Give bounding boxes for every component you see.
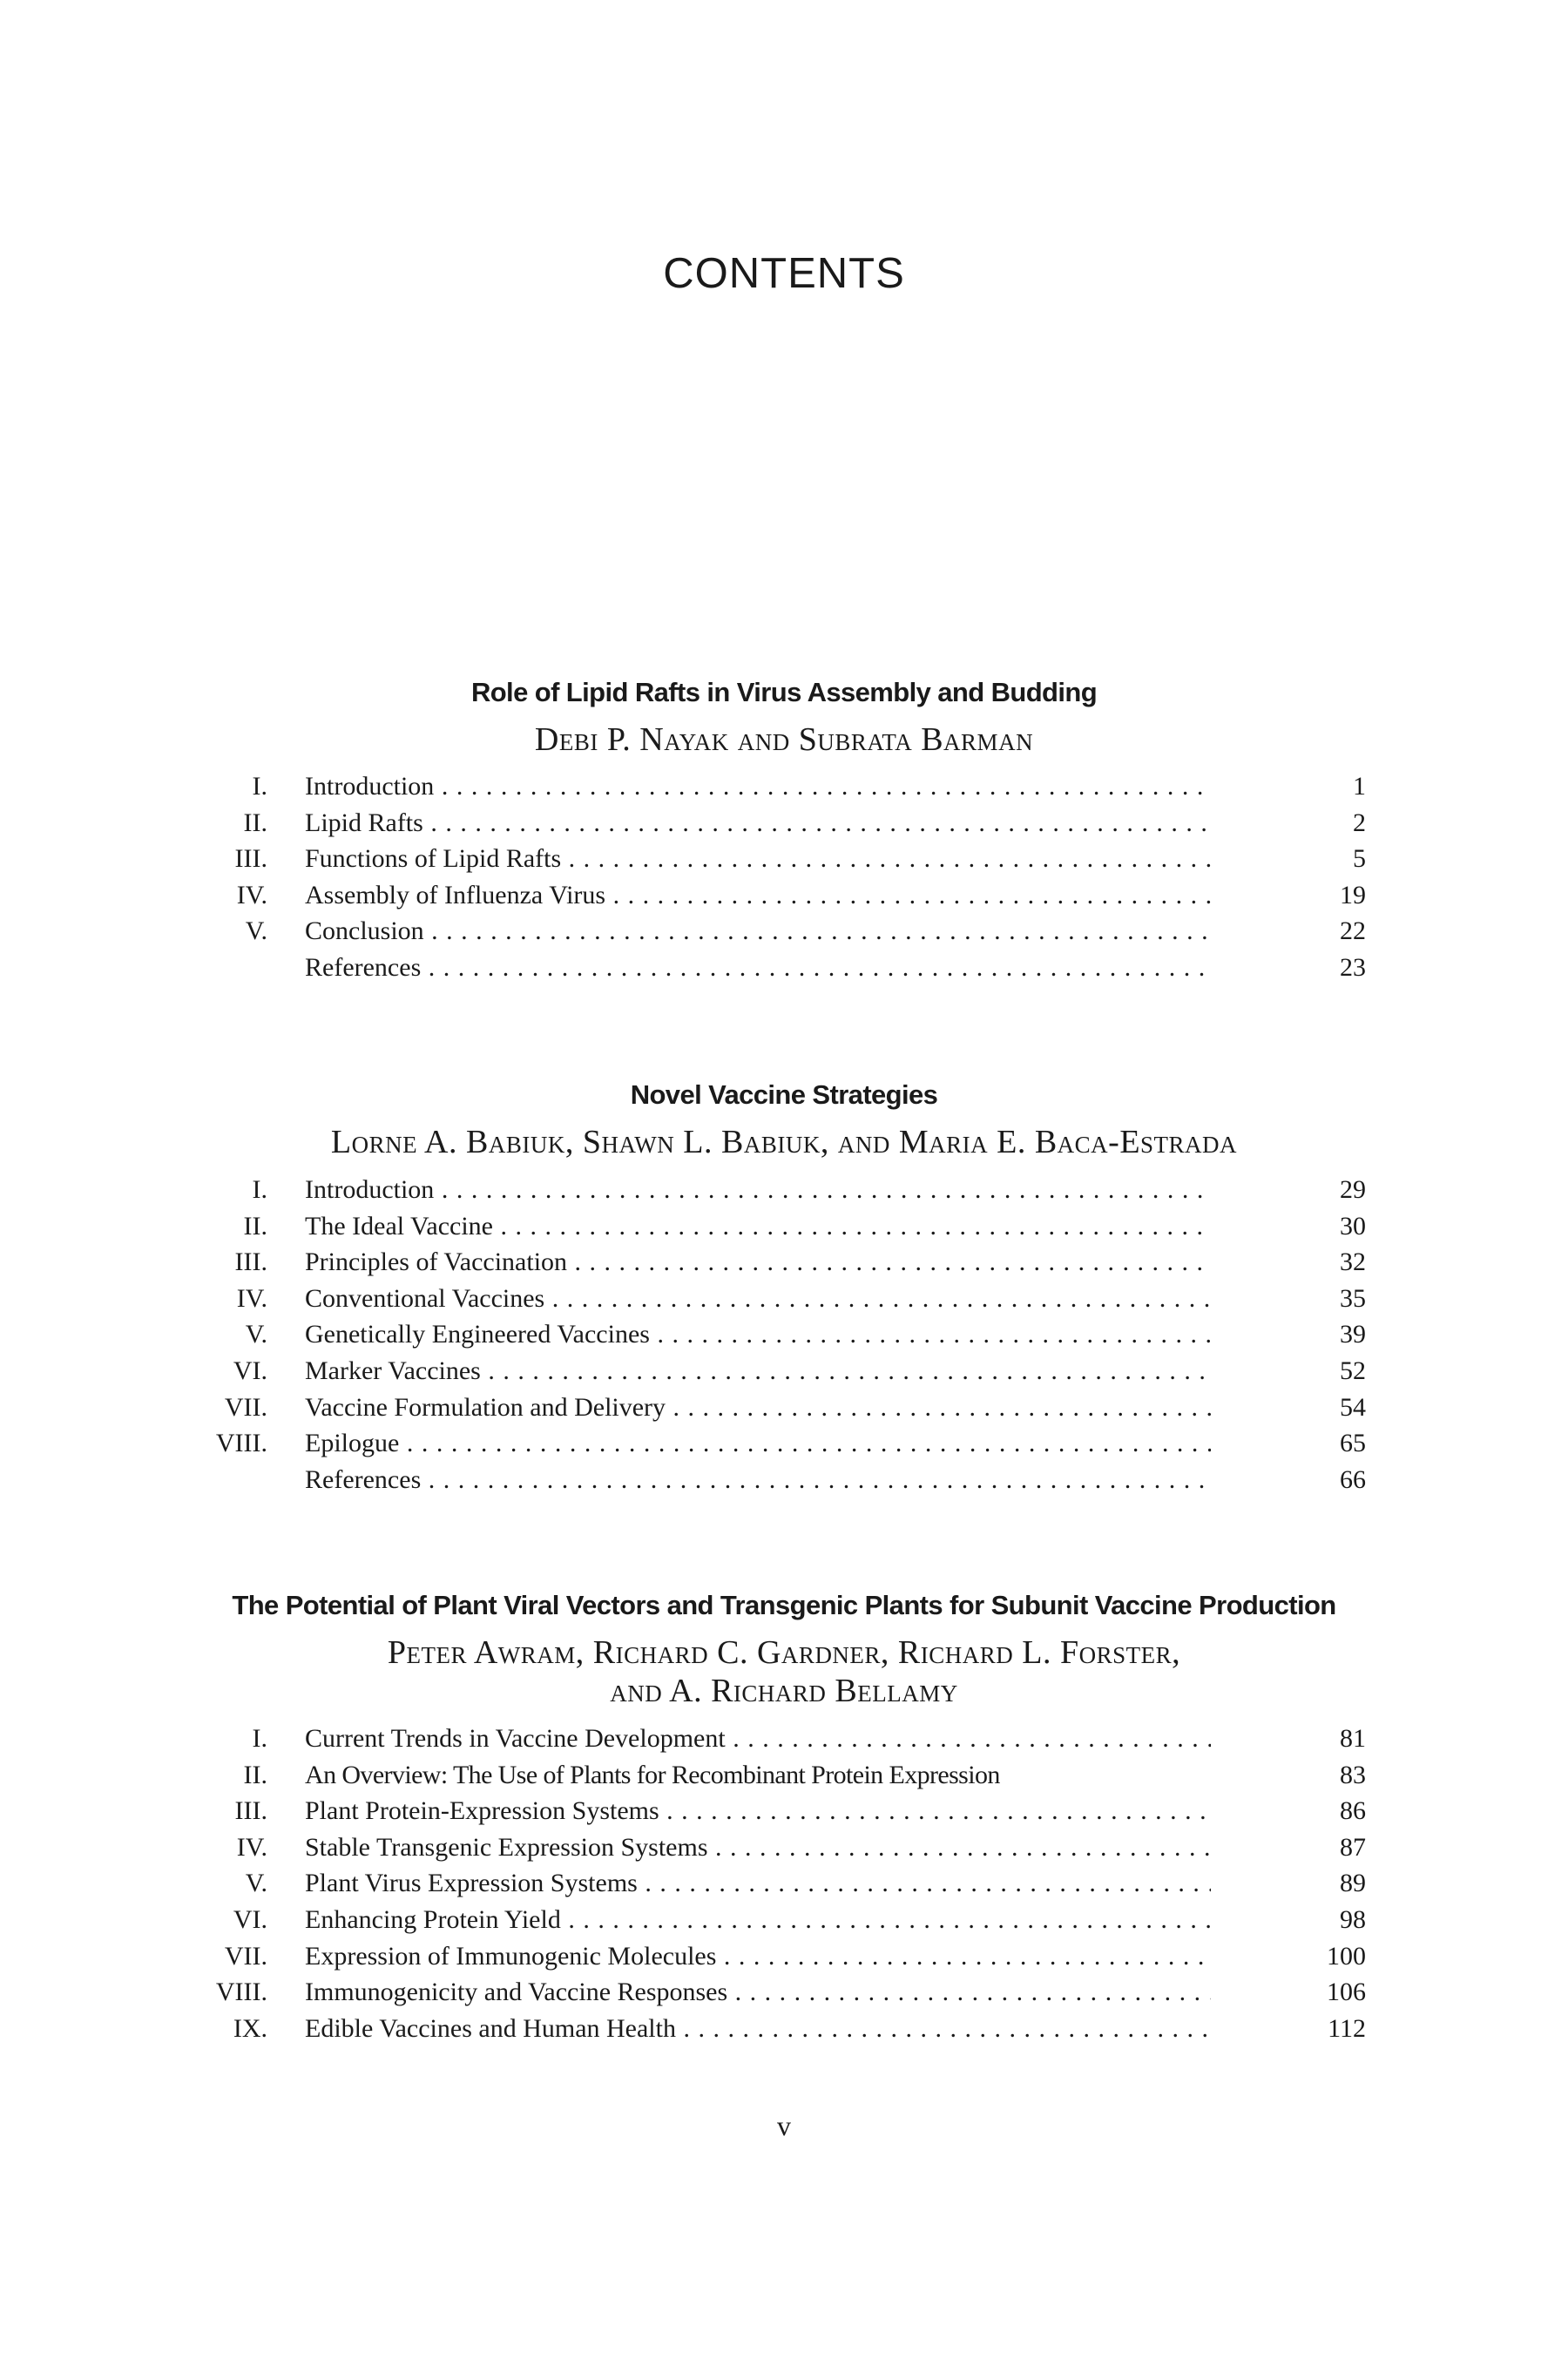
toc-entry[interactable]: [0, 913, 1568, 950]
toc-entry[interactable]: [0, 805, 1568, 842]
section-number: IX.: [233, 2013, 267, 2043]
section-title: Functions of Lipid Rafts . . .: [305, 841, 1211, 877]
toc-entry[interactable]: [0, 1938, 1568, 1975]
author-line: Debi P. Nayak and Subrata Barman: [534, 721, 1034, 758]
page-ref: 87: [1340, 1832, 1366, 1862]
page-number: v: [777, 2110, 791, 2141]
section-number: III.: [234, 844, 267, 874]
section-title: Plant Protein-Expression Systems . . .: [305, 1793, 1211, 1829]
toc-list: [0, 768, 1568, 986]
chapter-title: The Potential of Plant Viral Vectors and Transgenic Plants for Subunit Vaccine Production: [232, 1590, 1336, 1620]
section-number: IV.: [236, 880, 267, 909]
section-number: II.: [243, 1760, 267, 1789]
page-ref: 112: [1328, 2013, 1366, 2043]
section-title: The Ideal Vaccine . . .: [305, 1208, 1211, 1245]
section-title: Enhancing Protein Yield . . .: [305, 1902, 1211, 1938]
page-ref: 66: [1340, 1464, 1366, 1494]
toc-list: [0, 1721, 1568, 2046]
section-number: III.: [234, 1247, 267, 1277]
page-title: CONTENTS: [663, 250, 905, 297]
page-ref: 83: [1340, 1760, 1366, 1789]
section-number: II.: [243, 1211, 267, 1241]
toc-entry[interactable]: [0, 768, 1568, 805]
toc-entry[interactable]: [0, 1244, 1568, 1281]
toc-entry[interactable]: [0, 1793, 1568, 1829]
toc-entry[interactable]: [0, 2011, 1568, 2047]
chapter-2: [0, 1078, 1568, 1498]
toc-entry[interactable]: [0, 1462, 1568, 1498]
page-ref: 35: [1340, 1283, 1366, 1313]
chapter-authors: [0, 1633, 1568, 1710]
toc-entry[interactable]: [0, 1353, 1568, 1389]
chapter-1: [0, 675, 1568, 986]
section-title: References . . .: [305, 950, 1211, 986]
toc-entry[interactable]: [0, 1316, 1568, 1353]
section-title: Assembly of Influenza Virus . . .: [305, 877, 1211, 914]
page-ref: 19: [1340, 880, 1366, 909]
section-title: Marker Vaccines . . .: [305, 1353, 1211, 1389]
section-title: An Overview: The Use of Plants for Recombinant Protein Expression: [305, 1760, 1000, 1789]
toc-entry[interactable]: [0, 1721, 1568, 1757]
section-title: Current Trends in Vaccine Development . . .: [305, 1721, 1211, 1757]
author-line: and A. Richard Bellamy: [610, 1673, 958, 1709]
page-ref: 52: [1340, 1356, 1366, 1385]
toc-entry[interactable]: [0, 1757, 1568, 1794]
section-title: Principles of Vaccination . . .: [305, 1244, 1211, 1281]
page-ref: 65: [1340, 1429, 1366, 1458]
chapter-title: Role of Lipid Rafts in Virus Assembly and Budding: [470, 677, 1098, 707]
section-number: VIII.: [215, 1978, 267, 2007]
page-ref: 81: [1340, 1724, 1366, 1753]
chapter-authors: [0, 720, 1568, 759]
section-number: IV.: [236, 1832, 267, 1862]
page-ref: 54: [1340, 1392, 1366, 1422]
toc-entry[interactable]: [0, 950, 1568, 986]
section-number: V.: [245, 1320, 267, 1349]
section-number: V.: [245, 1869, 267, 1898]
section-number: IV.: [236, 1283, 267, 1313]
page-ref: 106: [1327, 1978, 1366, 2007]
section-number: VI.: [233, 1356, 267, 1385]
section-title: Conventional Vaccines . . .: [305, 1281, 1211, 1317]
toc-entry[interactable]: [0, 1829, 1568, 1866]
page-ref: 39: [1340, 1320, 1366, 1349]
toc-list: [0, 1172, 1568, 1498]
toc-entry[interactable]: [0, 1208, 1568, 1245]
page-ref: 5: [1353, 844, 1366, 874]
section-number: I.: [252, 1724, 267, 1753]
page-ref: 30: [1340, 1211, 1366, 1241]
section-title: Immunogenicity and Vaccine Responses . . .: [305, 1974, 1211, 2011]
section-title: References . . .: [305, 1462, 1211, 1498]
chapter-title: Novel Vaccine Strategies: [630, 1079, 938, 1110]
toc-entry[interactable]: [0, 877, 1568, 914]
page-ref: 2: [1353, 808, 1366, 837]
section-title: Lipid Rafts . . .: [305, 805, 1211, 842]
page-ref: 98: [1340, 1904, 1366, 1934]
section-number: III.: [234, 1796, 267, 1826]
author-line: Peter Awram, Richard C. Gardner, Richard L. Forster,: [387, 1634, 1181, 1671]
toc-entry[interactable]: [0, 1425, 1568, 1462]
section-number: I.: [252, 772, 267, 801]
section-title: Edible Vaccines and Human Health . . .: [305, 2011, 1211, 2047]
page-ref: 89: [1340, 1869, 1366, 1898]
author-line: Lorne A. Babiuk, Shawn L. Babiuk, and Maria E. Baca-Estrada: [330, 1124, 1238, 1160]
chapter-authors: [0, 1123, 1568, 1161]
section-number: I.: [252, 1175, 267, 1204]
toc-entry[interactable]: [0, 1281, 1568, 1317]
section-title: Conclusion . . .: [305, 913, 1211, 950]
toc-entry[interactable]: [0, 1902, 1568, 1938]
section-title: Epilogue . . .: [305, 1425, 1211, 1462]
page-ref: 22: [1340, 916, 1366, 946]
section-title: Introduction . . .: [305, 768, 1211, 805]
section-number: VII.: [224, 1392, 267, 1422]
section-number: VI.: [233, 1904, 267, 1934]
section-title: Expression of Immunogenic Molecules . . .: [305, 1938, 1211, 1975]
section-number: V.: [245, 916, 267, 946]
page-ref: 32: [1340, 1247, 1366, 1277]
page-ref: 29: [1340, 1175, 1366, 1204]
page-ref: 23: [1340, 952, 1366, 982]
toc-entry[interactable]: [0, 1865, 1568, 1902]
page-ref: 100: [1327, 1941, 1366, 1971]
chapter-3: [0, 1588, 1568, 2046]
section-title: Genetically Engineered Vaccines . . .: [305, 1316, 1211, 1353]
toc-entry[interactable]: [0, 1389, 1568, 1426]
section-title: Stable Transgenic Expression Systems . . .: [305, 1829, 1211, 1866]
toc-entry[interactable]: [0, 1172, 1568, 1208]
section-number: VIII.: [215, 1429, 267, 1458]
section-title: Plant Virus Expression Systems . . .: [305, 1865, 1211, 1902]
toc-entry[interactable]: [0, 841, 1568, 877]
page-ref: 86: [1340, 1796, 1366, 1826]
page-ref: 1: [1353, 772, 1366, 801]
section-number: VII.: [224, 1941, 267, 1971]
section-title: Introduction . . .: [305, 1172, 1211, 1208]
section-number: II.: [243, 808, 267, 837]
toc-entry[interactable]: [0, 1974, 1568, 2011]
section-title: Vaccine Formulation and Delivery . . .: [305, 1389, 1211, 1426]
